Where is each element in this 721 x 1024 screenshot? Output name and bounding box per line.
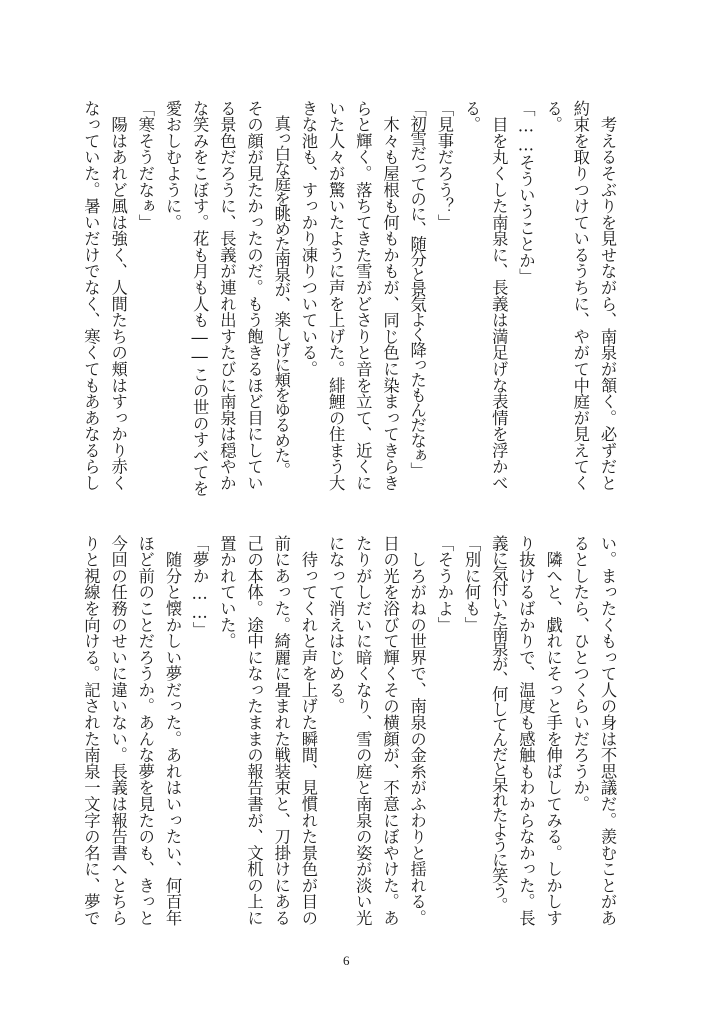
text-column: 考えるそぶりを見せながら、南泉が頷く。必ずだと xyxy=(598,100,617,491)
text-column: 日の光を浴びて輝くその横顔が、不意にぼやけた。あ xyxy=(380,535,400,926)
text-column: る。 xyxy=(543,100,563,133)
text-column: しろがねの世界で、南泉の金糸がふわりと揺れる。 xyxy=(407,535,427,926)
text-column: 「寒そうだなぁ」 xyxy=(135,100,155,231)
text-column: いた人々が驚いたように声を上げた。緋鯉の住まう大 xyxy=(326,100,346,491)
text-column: り抜けるばかりで、温度も感触もわからなかった。長 xyxy=(516,535,536,926)
text-column: 「そうかよ」 xyxy=(434,535,454,633)
text-column: 義に気付いた南泉が、何してんだと呆れたように笑う。 xyxy=(489,535,509,913)
text-column: たりがしだいに暗くなり、雪の庭と南泉の姿が淡い光 xyxy=(353,535,373,926)
text-column: 「……そういうことか」 xyxy=(516,100,536,285)
text-column: 目を丸くした南泉に、長義は満足げな表情を浮かべ xyxy=(489,100,509,491)
text-block-bottom xyxy=(77,535,621,931)
text-column: い。まったくもって人の身は不思議だ。羨むことがあ xyxy=(598,535,617,926)
text-column: らと輝く。落ちてきた雪がどさりと音を立て、近くに xyxy=(353,100,373,491)
text-column: 「夢か……」 xyxy=(190,535,210,639)
text-column: その顔が見たかったのだ。もう飽きるほど目にしてい xyxy=(244,100,264,491)
text-column: 陽はあれど風は強く、人間たちの頬はすっかり赤く xyxy=(108,100,128,491)
text-column: 「別に何も」 xyxy=(462,535,482,633)
text-column: 隣へと、戯れにそっと手を伸ばしてみる。しかしす xyxy=(543,535,563,926)
text-column: きな池も、すっかり凍りついている。 xyxy=(298,100,318,377)
text-block-top xyxy=(77,100,621,496)
page-number: 6 xyxy=(343,953,350,968)
text-column: 愛おしむように。 xyxy=(163,100,182,231)
text-column: 待ってくれと声を上げた瞬間、見慣れた景色が目の xyxy=(298,535,318,926)
text-column: 今回の任務のせいに違いない。長義は報告書へとちら xyxy=(108,535,128,926)
text-column: る景色だろうに、長義が連れ出すたびに南泉は穏やか xyxy=(217,100,237,491)
text-column: ほど前のことだろうか。あんな夢を見たのも、きっと xyxy=(135,535,155,926)
text-column: 「見事だろう？」 xyxy=(434,100,454,231)
text-column: 木々も屋根も何もかもが、同じ色に染まってきらき xyxy=(380,100,400,491)
text-column: になって消えはじめる。 xyxy=(326,535,346,715)
text-column: 前にあった。綺麗に畳まれた戦装束と、刀掛けにある xyxy=(271,535,291,926)
text-column: りと視線を向ける。記された南泉一文字の名に、夢で xyxy=(81,535,101,926)
text-column: るとしたら、ひとつくらいだろうか。 xyxy=(570,535,590,812)
text-column: る。 xyxy=(462,100,482,133)
text-column: 約束を取りつけているうちに、やがて中庭が見えてく xyxy=(570,100,590,491)
text-column: 置かれていた。 xyxy=(217,535,237,650)
text-column: な笑みをこぼす。花も月も人も――この世のすべてを xyxy=(190,100,210,497)
text-column: なっていた。暑いだけでなく、寒くてもああなるらし xyxy=(81,100,101,491)
text-column: 真っ白な庭を眺めた南泉が、楽しげに頬をゆるめた。 xyxy=(271,100,291,478)
text-column: 己の本体。途中になったままの報告書が、文机の上に xyxy=(244,535,264,926)
text-column: 「初雪だってのに、随分と景気よく降ったもんだなぁ」 xyxy=(407,100,427,478)
text-column: 随分と懐かしい夢だった。あれはいったい、何百年 xyxy=(163,535,182,926)
